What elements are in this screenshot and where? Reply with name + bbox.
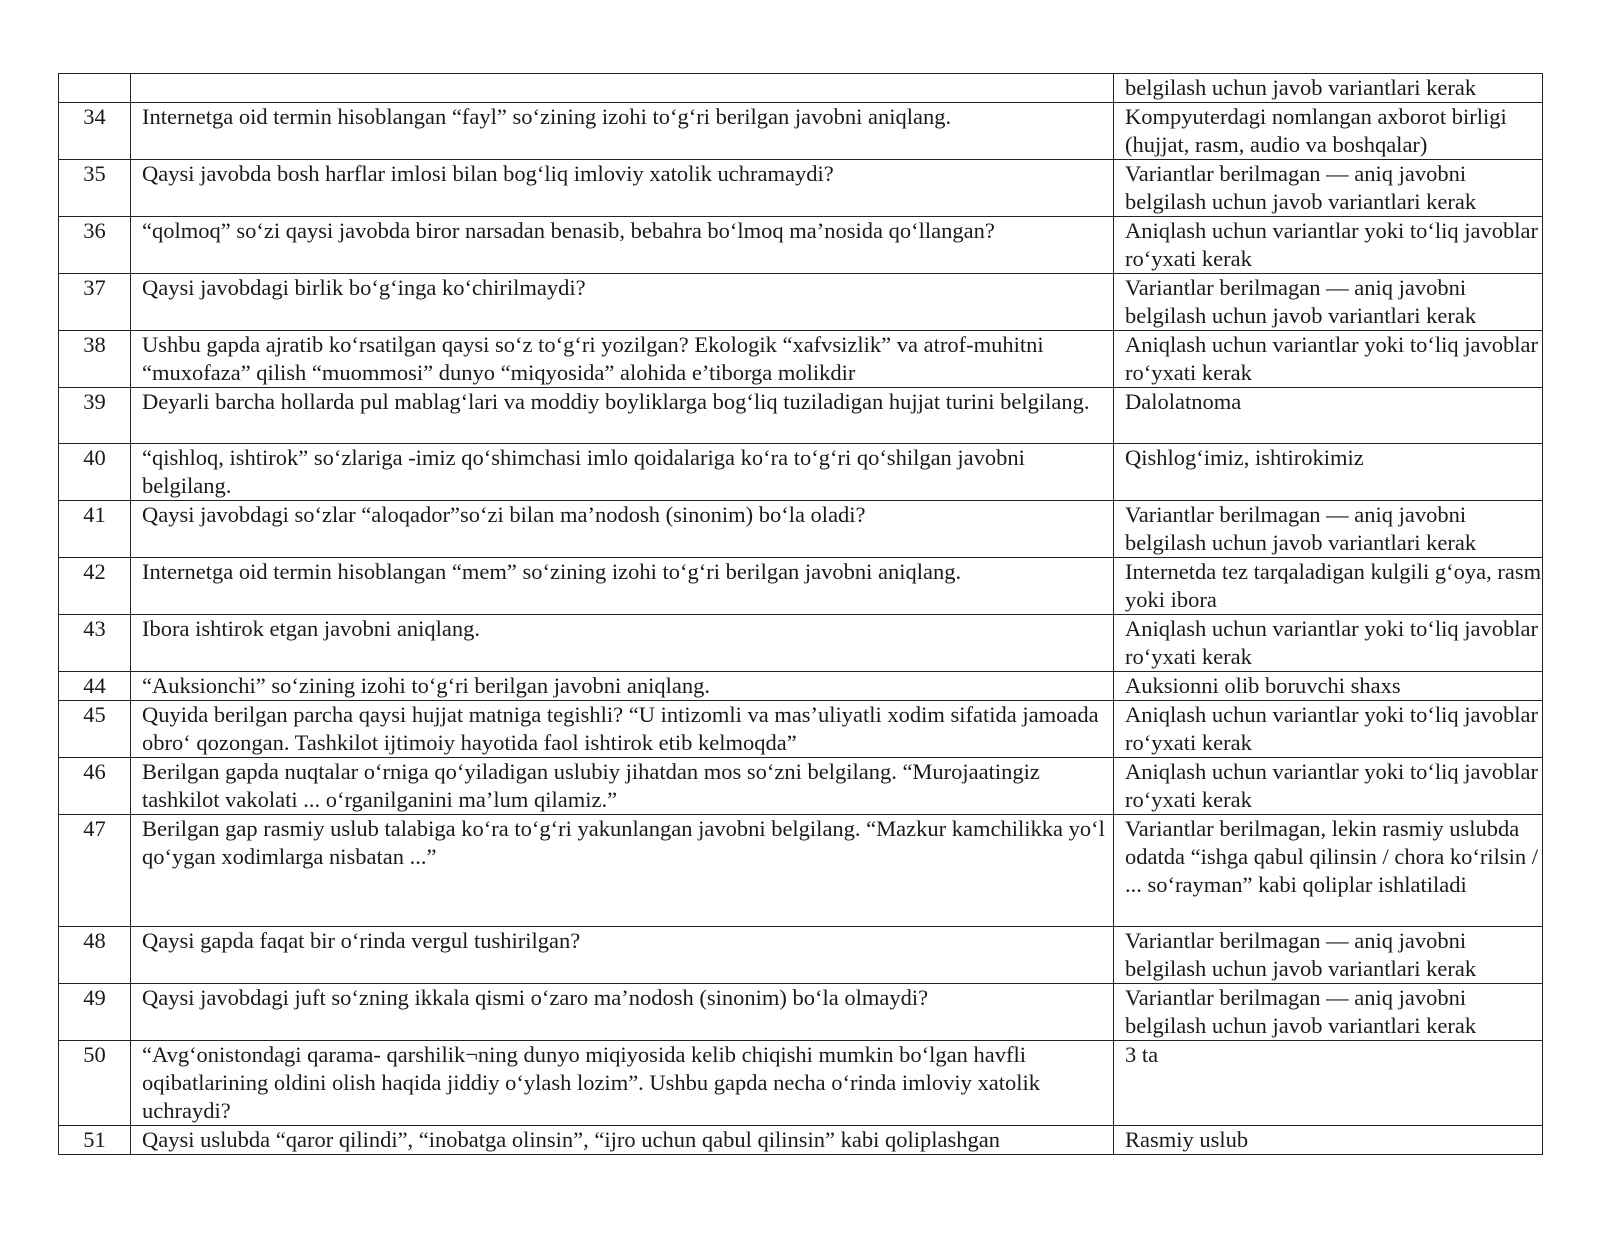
question-text: “qishloq, ishtirok” so‘zlariga -imiz qo‘shimchasi imlo qoidalariga ko‘ra to‘g‘ri qo‘shilgan javobni belgilang.	[131, 444, 1114, 501]
table-row	[59, 1041, 1543, 1126]
question-text	[131, 74, 1114, 103]
table-row	[59, 331, 1543, 388]
answer-text: Internetda tez tarqaladigan kulgili g‘oya, rasm yoki ibora	[1114, 558, 1543, 615]
table-row	[59, 615, 1543, 672]
question-text: Berilgan gapda nuqtalar o‘rniga qo‘yiladigan uslubiy jihatdan mos so‘zni belgilang. “Murojaatingiz tashkilot vakolati ... o‘rganilganini ma’lum qilamiz.”	[131, 758, 1114, 815]
question-number: 47	[59, 815, 131, 927]
question-text: “Auksionchi” so‘zining izohi to‘g‘ri berilgan javobni aniqlang.	[131, 672, 1114, 701]
table-row	[59, 74, 1543, 103]
answer-text: Dalolatnoma	[1114, 388, 1543, 444]
question-text: “qolmoq” so‘zi qaysi javobda biror narsadan benasib, bebahra bo‘lmoq ma’nosida qo‘llangan?	[131, 217, 1114, 274]
question-number: 40	[59, 444, 131, 501]
question-number: 44	[59, 672, 131, 701]
question-answer-table	[58, 73, 1543, 1155]
table-row	[59, 984, 1543, 1041]
question-number: 45	[59, 701, 131, 758]
answer-text: 3 ta	[1114, 1041, 1543, 1126]
question-number: 48	[59, 927, 131, 984]
table-row	[59, 274, 1543, 331]
question-text: Internetga oid termin hisoblangan “fayl” so‘zining izohi to‘g‘ri berilgan javobni aniqlang.	[131, 103, 1114, 160]
table-row	[59, 701, 1543, 758]
question-number: 39	[59, 388, 131, 444]
question-text: Berilgan gap rasmiy uslub talabiga ko‘ra to‘g‘ri yakunlangan javobni belgilang. “Mazkur kamchilikka yo‘l qo‘ygan xodimlarga nisbatan ...”	[131, 815, 1114, 927]
question-number: 37	[59, 274, 131, 331]
answer-text: Aniqlash uchun variantlar yoki to‘liq javoblar ro‘yxati kerak	[1114, 758, 1543, 815]
question-text: Ushbu gapda ajratib ko‘rsatilgan qaysi so‘z to‘g‘ri yozilgan? Ekologik “xafvsizlik” va atrof-muhitni “muxofaza” qilish “muommosi” dunyo “miqyosida” alohida e’tiborga molikdir	[131, 331, 1114, 388]
question-number: 36	[59, 217, 131, 274]
answer-text: Variantlar berilmagan — aniq javobni belgilash uchun javob variantlari kerak	[1114, 160, 1543, 217]
question-number: 50	[59, 1041, 131, 1126]
question-text: Qaysi javobdagi juft so‘zning ikkala qismi o‘zaro ma’nodosh (sinonim) bo‘la olmaydi?	[131, 984, 1114, 1041]
question-text: Deyarli barcha hollarda pul mablag‘lari va moddiy boyliklarga bog‘liq tuziladigan hujjat turini belgilang.	[131, 388, 1114, 444]
question-text: Qaysi uslubda “qaror qilindi”, “inobatga olinsin”, “ijro uchun qabul qilinsin” kabi qoliplashgan	[131, 1126, 1114, 1155]
question-text: “Avg‘onistondagi qarama- qarshilik¬ning dunyo miqiyosida kelib chiqishi mumkin bo‘lgan havfli oqibatlarining oldini olish haqida jiddiy o‘ylash lozim”. Ushbu gapda necha o‘rinda imloviy xatolik uchraydi?	[131, 1041, 1114, 1126]
answer-text: Variantlar berilmagan — aniq javobni belgilash uchun javob variantlari kerak	[1114, 927, 1543, 984]
question-number: 51	[59, 1126, 131, 1155]
question-number: 42	[59, 558, 131, 615]
table-row	[59, 758, 1543, 815]
table-row	[59, 501, 1543, 558]
table-row	[59, 444, 1543, 501]
answer-text: Variantlar berilmagan — aniq javobni belgilash uchun javob variantlari kerak	[1114, 984, 1543, 1041]
table-row	[59, 558, 1543, 615]
question-number	[59, 74, 131, 103]
table-row	[59, 1126, 1543, 1155]
answer-text: Variantlar berilmagan — aniq javobni belgilash uchun javob variantlari kerak	[1114, 274, 1543, 331]
answer-text: belgilash uchun javob variantlari kerak	[1114, 74, 1543, 103]
answer-text: Variantlar berilmagan — aniq javobni belgilash uchun javob variantlari kerak	[1114, 501, 1543, 558]
table-row	[59, 672, 1543, 701]
table-row	[59, 927, 1543, 984]
question-number: 46	[59, 758, 131, 815]
answer-text: Aniqlash uchun variantlar yoki to‘liq javoblar ro‘yxati kerak	[1114, 331, 1543, 388]
answer-text: Kompyuterdagi nomlangan axborot birligi (hujjat, rasm, audio va boshqalar)	[1114, 103, 1543, 160]
table-row	[59, 217, 1543, 274]
table-row	[59, 815, 1543, 927]
question-number: 43	[59, 615, 131, 672]
question-text: Qaysi javobdagi so‘zlar “aloqador”so‘zi bilan ma’nodosh (sinonim) bo‘la oladi?	[131, 501, 1114, 558]
question-text: Ibora ishtirok etgan javobni aniqlang.	[131, 615, 1114, 672]
answer-text: Auksionni olib boruvchi shaxs	[1114, 672, 1543, 701]
question-text: Qaysi javobda bosh harflar imlosi bilan bog‘liq imloviy xatolik uchramaydi?	[131, 160, 1114, 217]
table-row	[59, 388, 1543, 444]
table-body	[59, 74, 1543, 1155]
question-number: 34	[59, 103, 131, 160]
question-number: 35	[59, 160, 131, 217]
question-text: Quyida berilgan parcha qaysi hujjat matniga tegishli? “U intizomli va mas’uliyatli xodim sifatida jamoada obro‘ qozongan. Tashkilot ijtimoiy hayotida faol ishtirok etib kelmoqda”	[131, 701, 1114, 758]
answer-text: Variantlar berilmagan, lekin rasmiy uslubda odatda “ishga qabul qilinsin / chora ko‘rilsin / ... so‘rayman” kabi qoliplar ishlatiladi	[1114, 815, 1543, 927]
question-number: 41	[59, 501, 131, 558]
answer-text: Aniqlash uchun variantlar yoki to‘liq javoblar ro‘yxati kerak	[1114, 615, 1543, 672]
answer-text: Aniqlash uchun variantlar yoki to‘liq javoblar ro‘yxati kerak	[1114, 701, 1543, 758]
answer-text: Rasmiy uslub	[1114, 1126, 1543, 1155]
answer-text: Qishlog‘imiz, ishtirokimiz	[1114, 444, 1543, 501]
table-row	[59, 160, 1543, 217]
question-text: Qaysi javobdagi birlik bo‘g‘inga ko‘chirilmaydi?	[131, 274, 1114, 331]
question-number: 38	[59, 331, 131, 388]
answer-text: Aniqlash uchun variantlar yoki to‘liq javoblar ro‘yxati kerak	[1114, 217, 1543, 274]
table-row	[59, 103, 1543, 160]
question-number: 49	[59, 984, 131, 1041]
question-text: Qaysi gapda faqat bir o‘rinda vergul tushirilgan?	[131, 927, 1114, 984]
question-text: Internetga oid termin hisoblangan “mem” so‘zining izohi to‘g‘ri berilgan javobni aniqlang.	[131, 558, 1114, 615]
